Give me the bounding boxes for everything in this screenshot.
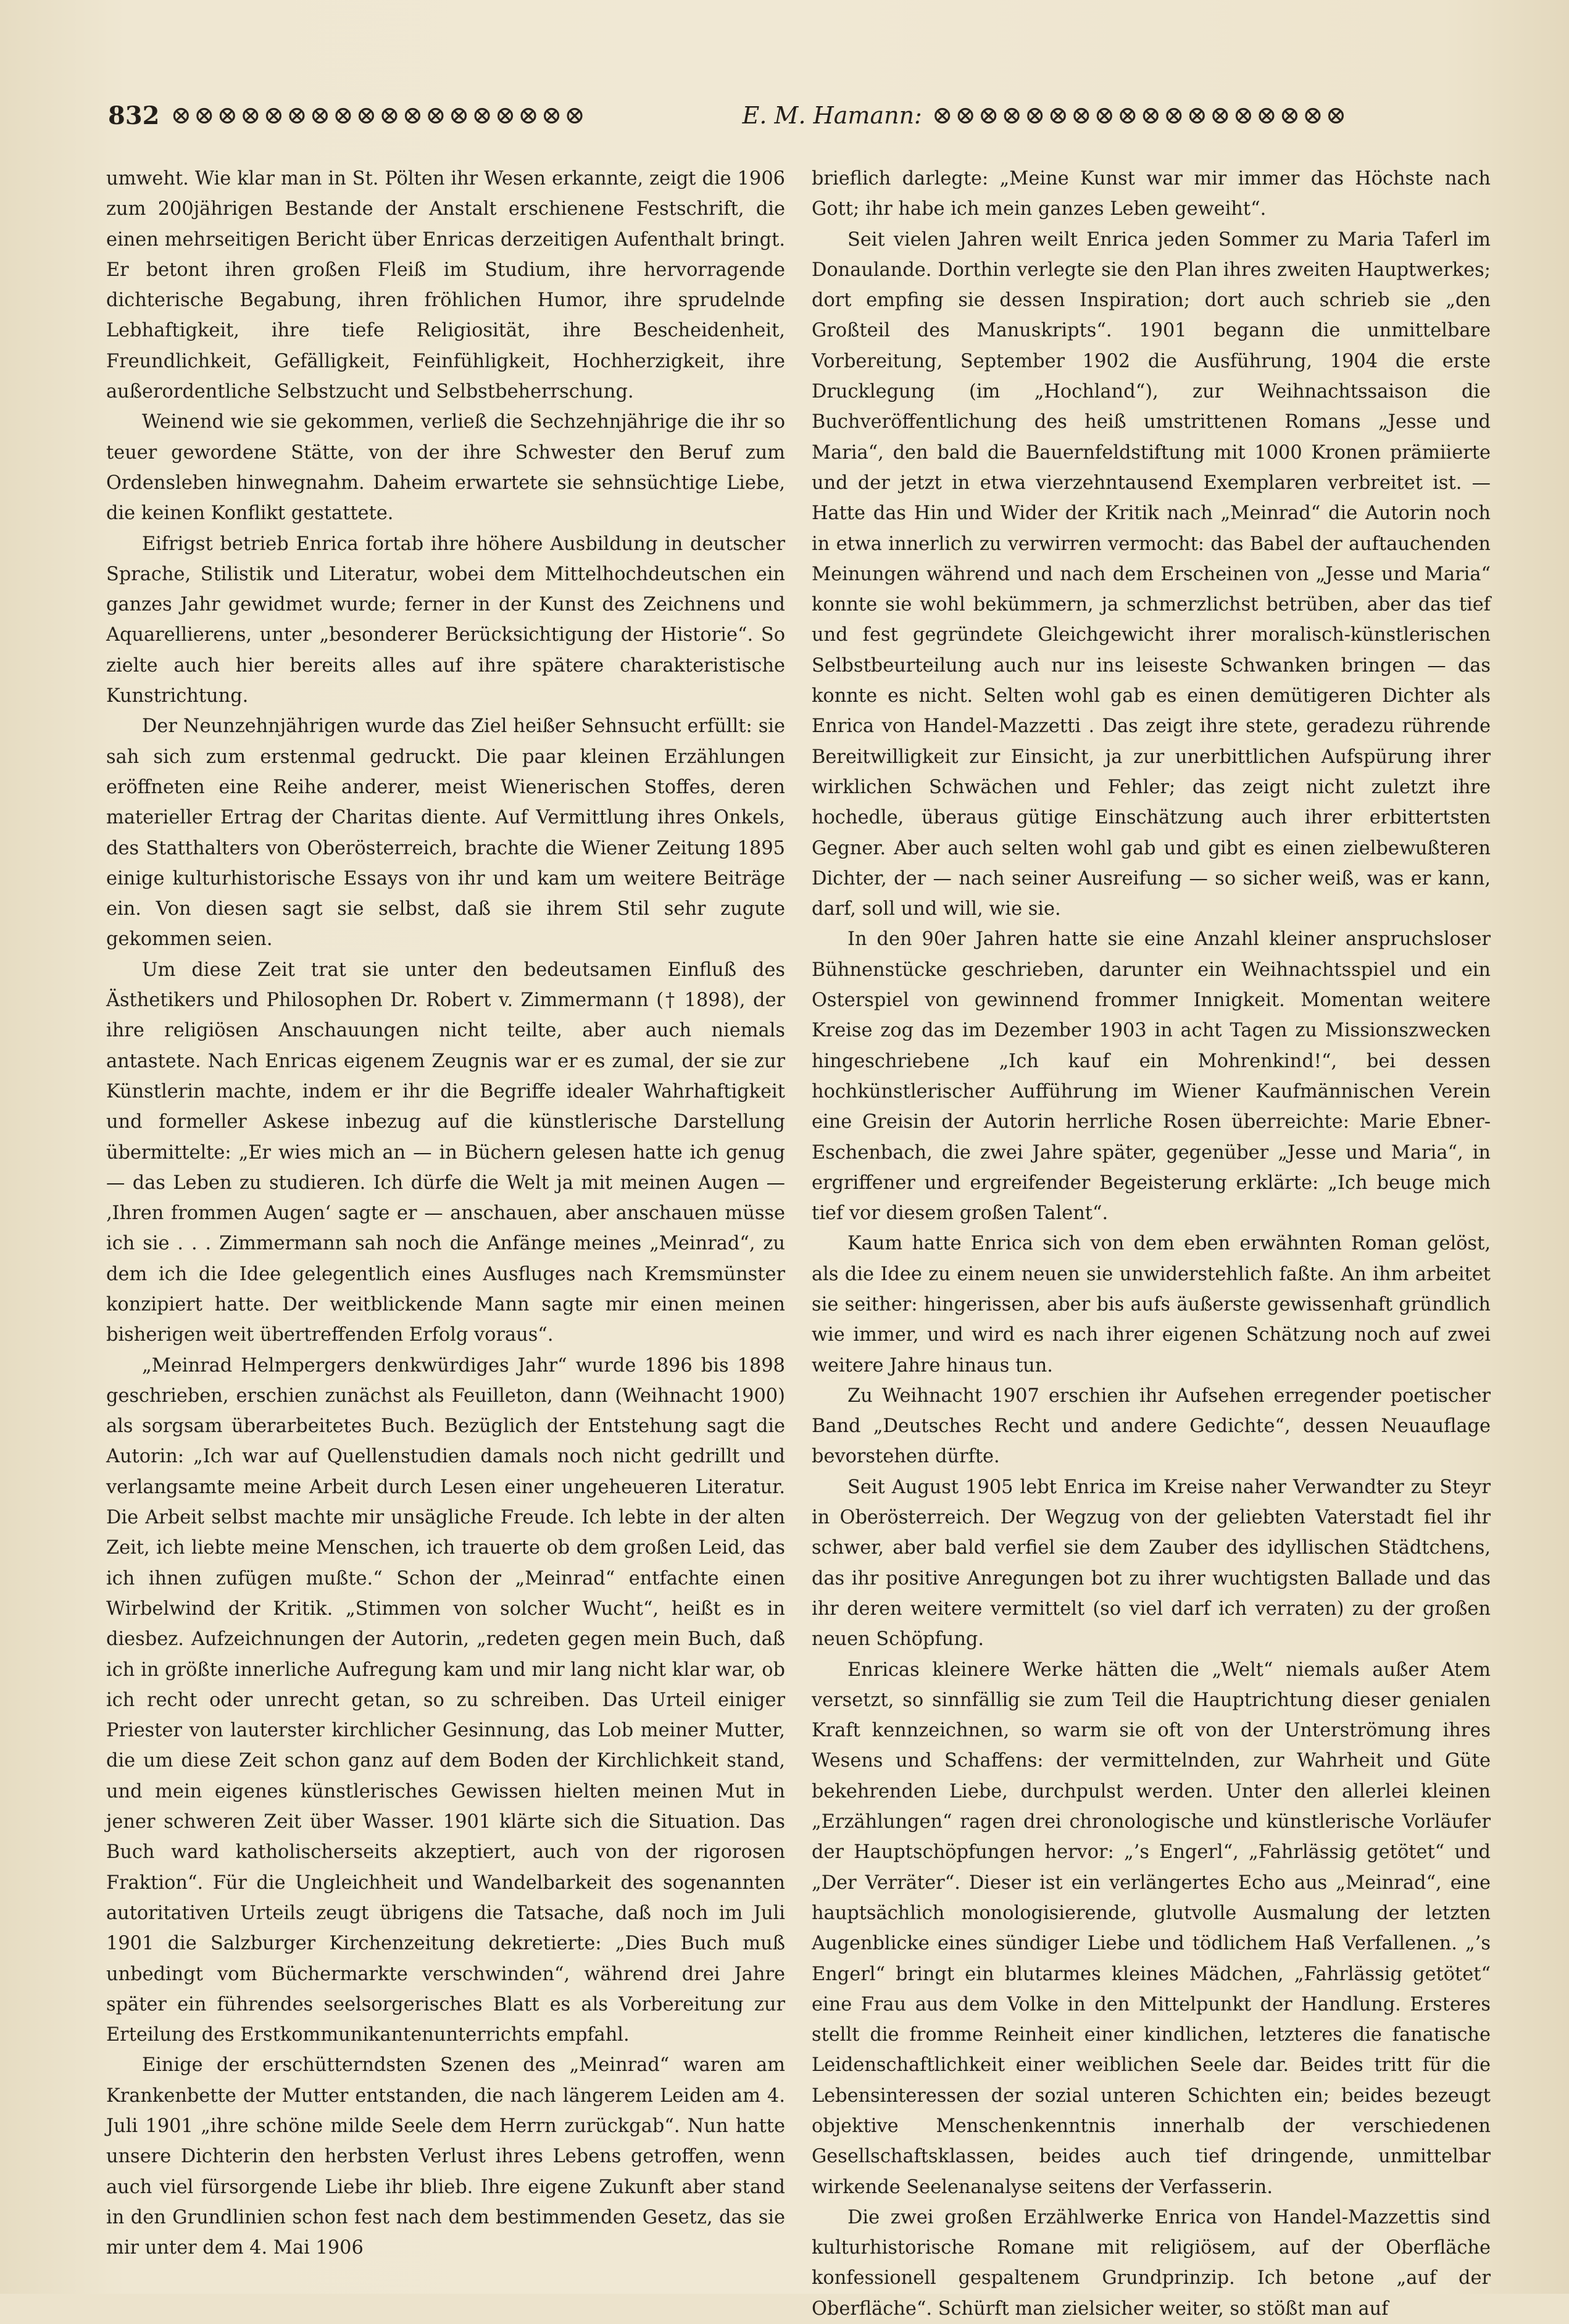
ornament-rule-left: ⊗⊗⊗⊗⊗⊗⊗⊗⊗⊗⊗⊗⊗⊗⊗⊗⊗⊗ — [170, 101, 588, 130]
paragraph: Der Neunzehnjährigen wurde das Ziel heißer Sehnsucht erfüllt: sie sah sich zum erstenmal gedruckt. Die paar kleinen Erzählungen eröffneten eine Reihe anderer, meist Wienerischen Stoffes, deren materieller Ertrag der Charitas diente. Auf Vermittlung ihres Onkels, des Statthalters von Oberösterreich, brachte die Wiener Zeitung 1895 einige kulturhistorische Essays von ihr und kam um weitere Beiträge ein. Von diesen sagt sie selbst, daß sie ihrem Stil sehr zugute gekommen seien. — [106, 715, 785, 951]
paragraph: Seit vielen Jahren weilt Enrica jeden Sommer zu Maria Taferl im Donaulande. Dorthin verlegte sie den Plan ihres zweiten Hauptwerkes; dort empfing sie dessen Inspiration; dort auch schrieb sie „den Großteil des Manuskripts“. 1901 begann die unmittelbare Vorbereitung, September 1902 die Ausführung, 1904 die erste Drucklegung (im „Hochland“), zur Weihnachtssaison die Buchveröffentlichung des heiß umstrittenen Romans „Jesse und Maria“, den bald die Bauernfeldstiftung mit 1000 Kronen prämiierte und der jetzt in etwa vierzehntausend Exemplaren verbreitet ist. — Hatte das Hin und Wider der Kritik nach „Meinrad“ die Autorin noch in etwa innerlich zu verwirren vermocht: das Babel der auftauchenden Meinungen während und nach dem Erscheinen von „Jesse und Maria“ konnte sie wohl bekümmern, ja schmerzlichst betrüben, aber das tief und fest gegründete Gleichgewicht ihrer moralisch-künstlerischen Selbstbeurteilung auch nur ins leiseste Schwanken bringen — das konnte es nicht. Selten wohl gab es einen demütigeren Dichter als Enrica von Handel-Mazzetti . Das zeigt ihre stete, geradezu rührende Bereitwilligkeit zur Einsicht, ja zur unerbittlichen Aufspürung ihrer wirklichen Schwächen und Fehler; das zeigt nicht zuletzt ihre hochedle, überaus gütige Einschätzung auch ihrer erbittertsten Gegner. Aber auch selten wohl gab und gibt es einen zielbewußteren Dichter, der — nach seiner Ausreifung — so sicher weiß, was er kann, darf, soll und will, wie sie. — [812, 228, 1491, 920]
paragraph: Seit August 1905 lebt Enrica im Kreise naher Verwandter zu Steyr in Oberösterreich. Der Wegzug von der geliebten Vaterstadt fiel ihr schwer, aber bald verfiel sie dem Zauber des idyllischen Städtchens, das ihr positive Anregungen bot zu ihrer wuchtigsten Ballade und das ihr deren weitere vermittelt (so viel darf ich verraten) zu der großen neuen Schöpfung. — [812, 1476, 1491, 1651]
page-number: 832 — [108, 101, 160, 130]
paragraph: Enricas kleinere Werke hätten die „Welt“ niemals außer Atem versetzt, so sinnfällig sie zum Teil die Hauptrichtung dieser genialen Kraft kennzeichnen, so warm sie oft von der Unterströmung ihres Wesens und Schaffens: der vermittelnden, zur Wahrheit und Güte bekehrenden Liebe, durchpulst werden. Unter den allerlei kleinen „Erzählungen“ ragen drei chronologische und künstlerische Vorläufer der Hauptschöpfungen hervor: „’s Engerl“, „Fahrlässig getötet“ und „Der Verräter“. Dieser ist ein verlängertes Echo aus „Meinrad“, eine hauptsächlich monologisierende, glutvolle Ausmalung der letzten Augenblicke eines sündiger Liebe und tödlichem Haß Verfallenen. „’s Engerl“ bringt ein blutarmes kleines Mädchen, „Fahrlässig getötet“ eine Frau aus dem Volke in den Mittelpunkt der Handlung. Ersteres stellt die fromme Reinheit einer kindlichen, letzteres die fanatische Leidenschaftlichkeit einer weiblichen Seele dar. Beides tritt für die Lebensinteressen der sozial unteren Schichten ein; beides bezeugt objektive Menschenkenntnis innerhalb der verschiedenen Gesellschaftsklassen, beides auch tief dringende, unmittelbar wirkende Seelenanalyse seitens der Verfasserin. — [812, 1659, 1491, 2198]
paragraph: Einige der erschütterndsten Szenen des „Meinrad“ waren am Krankenbette der Mutter entstanden, die nach längerem Leiden am 4. Juli 1901 „ihre schöne milde Seele dem Herrn zurückgab“. Nun hatte unsere Dichterin den herbsten Verlust ihres Lebens getroffen, wenn auch viel fürsorgende Liebe ihr blieb. Ihre eigene Zukunft aber stand in den Grundlinien schon fest nach dem bestimmenden Gesetz, das sie mir unter dem 4. Mai 1906 — [106, 2054, 785, 2259]
left-column — [106, 164, 785, 2259]
running-header — [108, 94, 1494, 137]
paragraph: Zu Weihnacht 1907 erschien ihr Aufsehen erregender poetischer Band „Deutsches Recht und andere Gedichte“, dessen Neuauflage bevorstehen dürfte. — [812, 1385, 1491, 1468]
paragraph: Um diese Zeit trat sie unter den bedeutsamen Einfluß des Ästhetikers und Philosophen Dr. Robert v. Zimmermann († 1898), der ihre religiösen Anschauungen nicht teilte, aber auch niemals antastete. Nach Enricas eigenem Zeugnis war er es zumal, der sie zur Künstlerin machte, indem er ihr die Begriffe idealer Wahrhaftigkeit und formeller Askese inbezug auf die künstlerische Darstellung übermittelte: „Er wies mich an — in Büchern gelesen hatte ich genug — das Leben zu studieren. Ich dürfe die Welt ja mit meinen Augen — ‚Ihren frommen Augen‘ sagte er — anschauen, aber anschauen müsse ich sie . . . Zimmermann sah noch die Anfänge meines „Meinrad“, zu dem ich die Idee gelegentlich eines Ausfluges nach Kremsmünster konzipiert hatte. Der weitblickende Mann sagte mir einen meinen bisherigen weit übertreffenden Erfolg voraus“. — [106, 959, 785, 1346]
paragraph: Weinend wie sie gekommen, verließ die Sechzehnjährige die ihr so teuer gewordene Stätte, von der ihre Schwester den Beruf zum Ordensleben hinwegnahm. Daheim erwartete sie sehnsüchtige Liebe, die keinen Konflikt gestattete. — [106, 411, 785, 525]
paragraph: Eifrigst betrieb Enrica fortab ihre höhere Ausbildung in deutscher Sprache, Stilistik und Literatur, wobei dem Mittelhochdeutschen ein ganzes Jahr gewidmet wurde; ferner in der Kunst des Zeichnens und Aquarellierens, unter „besonderer Berücksichtigung der Historie“. So zielte auch hier bereits alles auf ihre spätere charakteristische Kunstrichtung. — [106, 533, 785, 707]
paragraph: „Meinrad Helmpergers denkwürdiges Jahr“ wurde 1896 bis 1898 geschrieben, erschien zunächst als Feuilleton, dann (Weihnacht 1900) als sorgsam überarbeitetes Buch. Bezüglich der Entstehung sagt die Autorin: „Ich war auf Quellenstudien damals noch nicht gedrillt und verlangsamte meine Arbeit durch Lesen einer ungeheueren Literatur. Die Arbeit selbst machte mir unsägliche Freude. Ich lebte in der alten Zeit, ich liebte meine Menschen, ich trauerte ob dem großen Leid, das ich ihnen zufügen mußte.“ Schon der „Meinrad“ entfachte einen Wirbelwind der Kritik. „Stimmen von solcher Wucht“, heißt es in diesbez. Aufzeichnungen der Autorin, „redeten gegen mein Buch, daß ich in größte innerliche Aufregung kam und mir lang nicht klar war, ob ich recht oder unrecht getan, so zu schreiben. Das Urteil einiger Priester von lauterster kirchlicher Gesinnung, das Lob meiner Mutter, die um diese Zeit schon ganz auf dem Boden der Kirchlichkeit stand, und mein eigenes künstlerisches Gewissen hielten meinen Mut in jener schweren Zeit über Wasser. 1901 klärte sich die Situation. Das Buch ward katholischerseits akzeptiert, auch von der rigorosen Fraktion“. Für die Ungleichheit und Wandelbarkeit des sogenannten autoritativen Urteils zeugt übrigens die Tatsache, daß noch im Juli 1901 die Salzburger Kirchenzeitung dekretierte: „Dies Buch muß unbedingt vom Büchermarkte verschwinden“, während drei Jahre später ein führendes seelsorgerisches Blatt es als Vorbereitung zur Erteilung des Erstkommunikantenunterrichts empfahl. — [106, 1354, 785, 2046]
ornament-rule-right: ⊗⊗⊗⊗⊗⊗⊗⊗⊗⊗⊗⊗⊗⊗⊗⊗⊗⊗ — [931, 101, 1349, 130]
paragraph: Kaum hatte Enrica sich von dem eben erwähnten Roman gelöst, als die Idee zu einem neuen sie unwiderstehlich faßte. An ihm arbeitet sie seither: hingerissen, aber bis aufs äußerste gewissenhaft gründlich wie immer, und wird es nach ihrer eigenen Schätzung noch auf zwei weitere Jahre hinaus tun. — [812, 1233, 1491, 1376]
paragraph: brieflich darlegte: „Meine Kunst war mir immer das Höchste nach Gott; ihr habe ich mein ganzes Leben geweiht“. — [812, 168, 1491, 220]
right-column — [812, 164, 1491, 2320]
running-title: E. M. Hamann: — [742, 102, 922, 129]
paragraph: Die zwei großen Erzählwerke Enrica von Handel-Mazzettis sind kulturhistorische Romane mit religiösem, auf der Oberfläche konfessionell gespaltenem Grundprinzip. Ich betone „auf der Oberfläche“. Schürft man zielsicher weiter, so stößt man auf — [812, 2206, 1491, 2320]
paragraph: In den 90er Jahren hatte sie eine Anzahl kleiner anspruchsloser Bühnenstücke geschrieben, darunter ein Weihnachtsspiel und ein Osterspiel von gewinnend frommer Innigkeit. Momentan weitere Kreise zog das im Dezember 1903 in acht Tagen zu Missionszwecken hingeschriebene „Ich kauf ein Mohrenkind!“, bei dessen hochkünstlerischer Aufführung im Wiener Kaufmännischen Verein eine Greisin der Autorin herrliche Rosen überreichte: Marie Ebner-Eschenbach, die zwei Jahre später, gegenüber „Jesse und Maria“, in ergriffener und ergreifender Begeisterung erklärte: „Ich beuge mich tief vor diesem großen Talent“. — [812, 928, 1491, 1225]
paragraph: umweht. Wie klar man in St. Pölten ihr Wesen erkannte, zeigt die 1906 zum 200jährigen Bestande der Anstalt erschienene Festschrift, die einen mehrseitigen Bericht über Enricas derzeitigen Aufenthalt bringt. Er betont ihren großen Fleiß im Studium, ihre hervorragende dichterische Begabung, ihren fröhlichen Humor, ihre sprudelnde Lebhaftigkeit, ihre tiefe Religiosität, ihre Bescheidenheit, Freundlichkeit, Gefälligkeit, Feinfühligkeit, Hochherzigkeit, ihre außerordentliche Selbstzucht und Selbstbeherrschung. — [106, 168, 785, 403]
